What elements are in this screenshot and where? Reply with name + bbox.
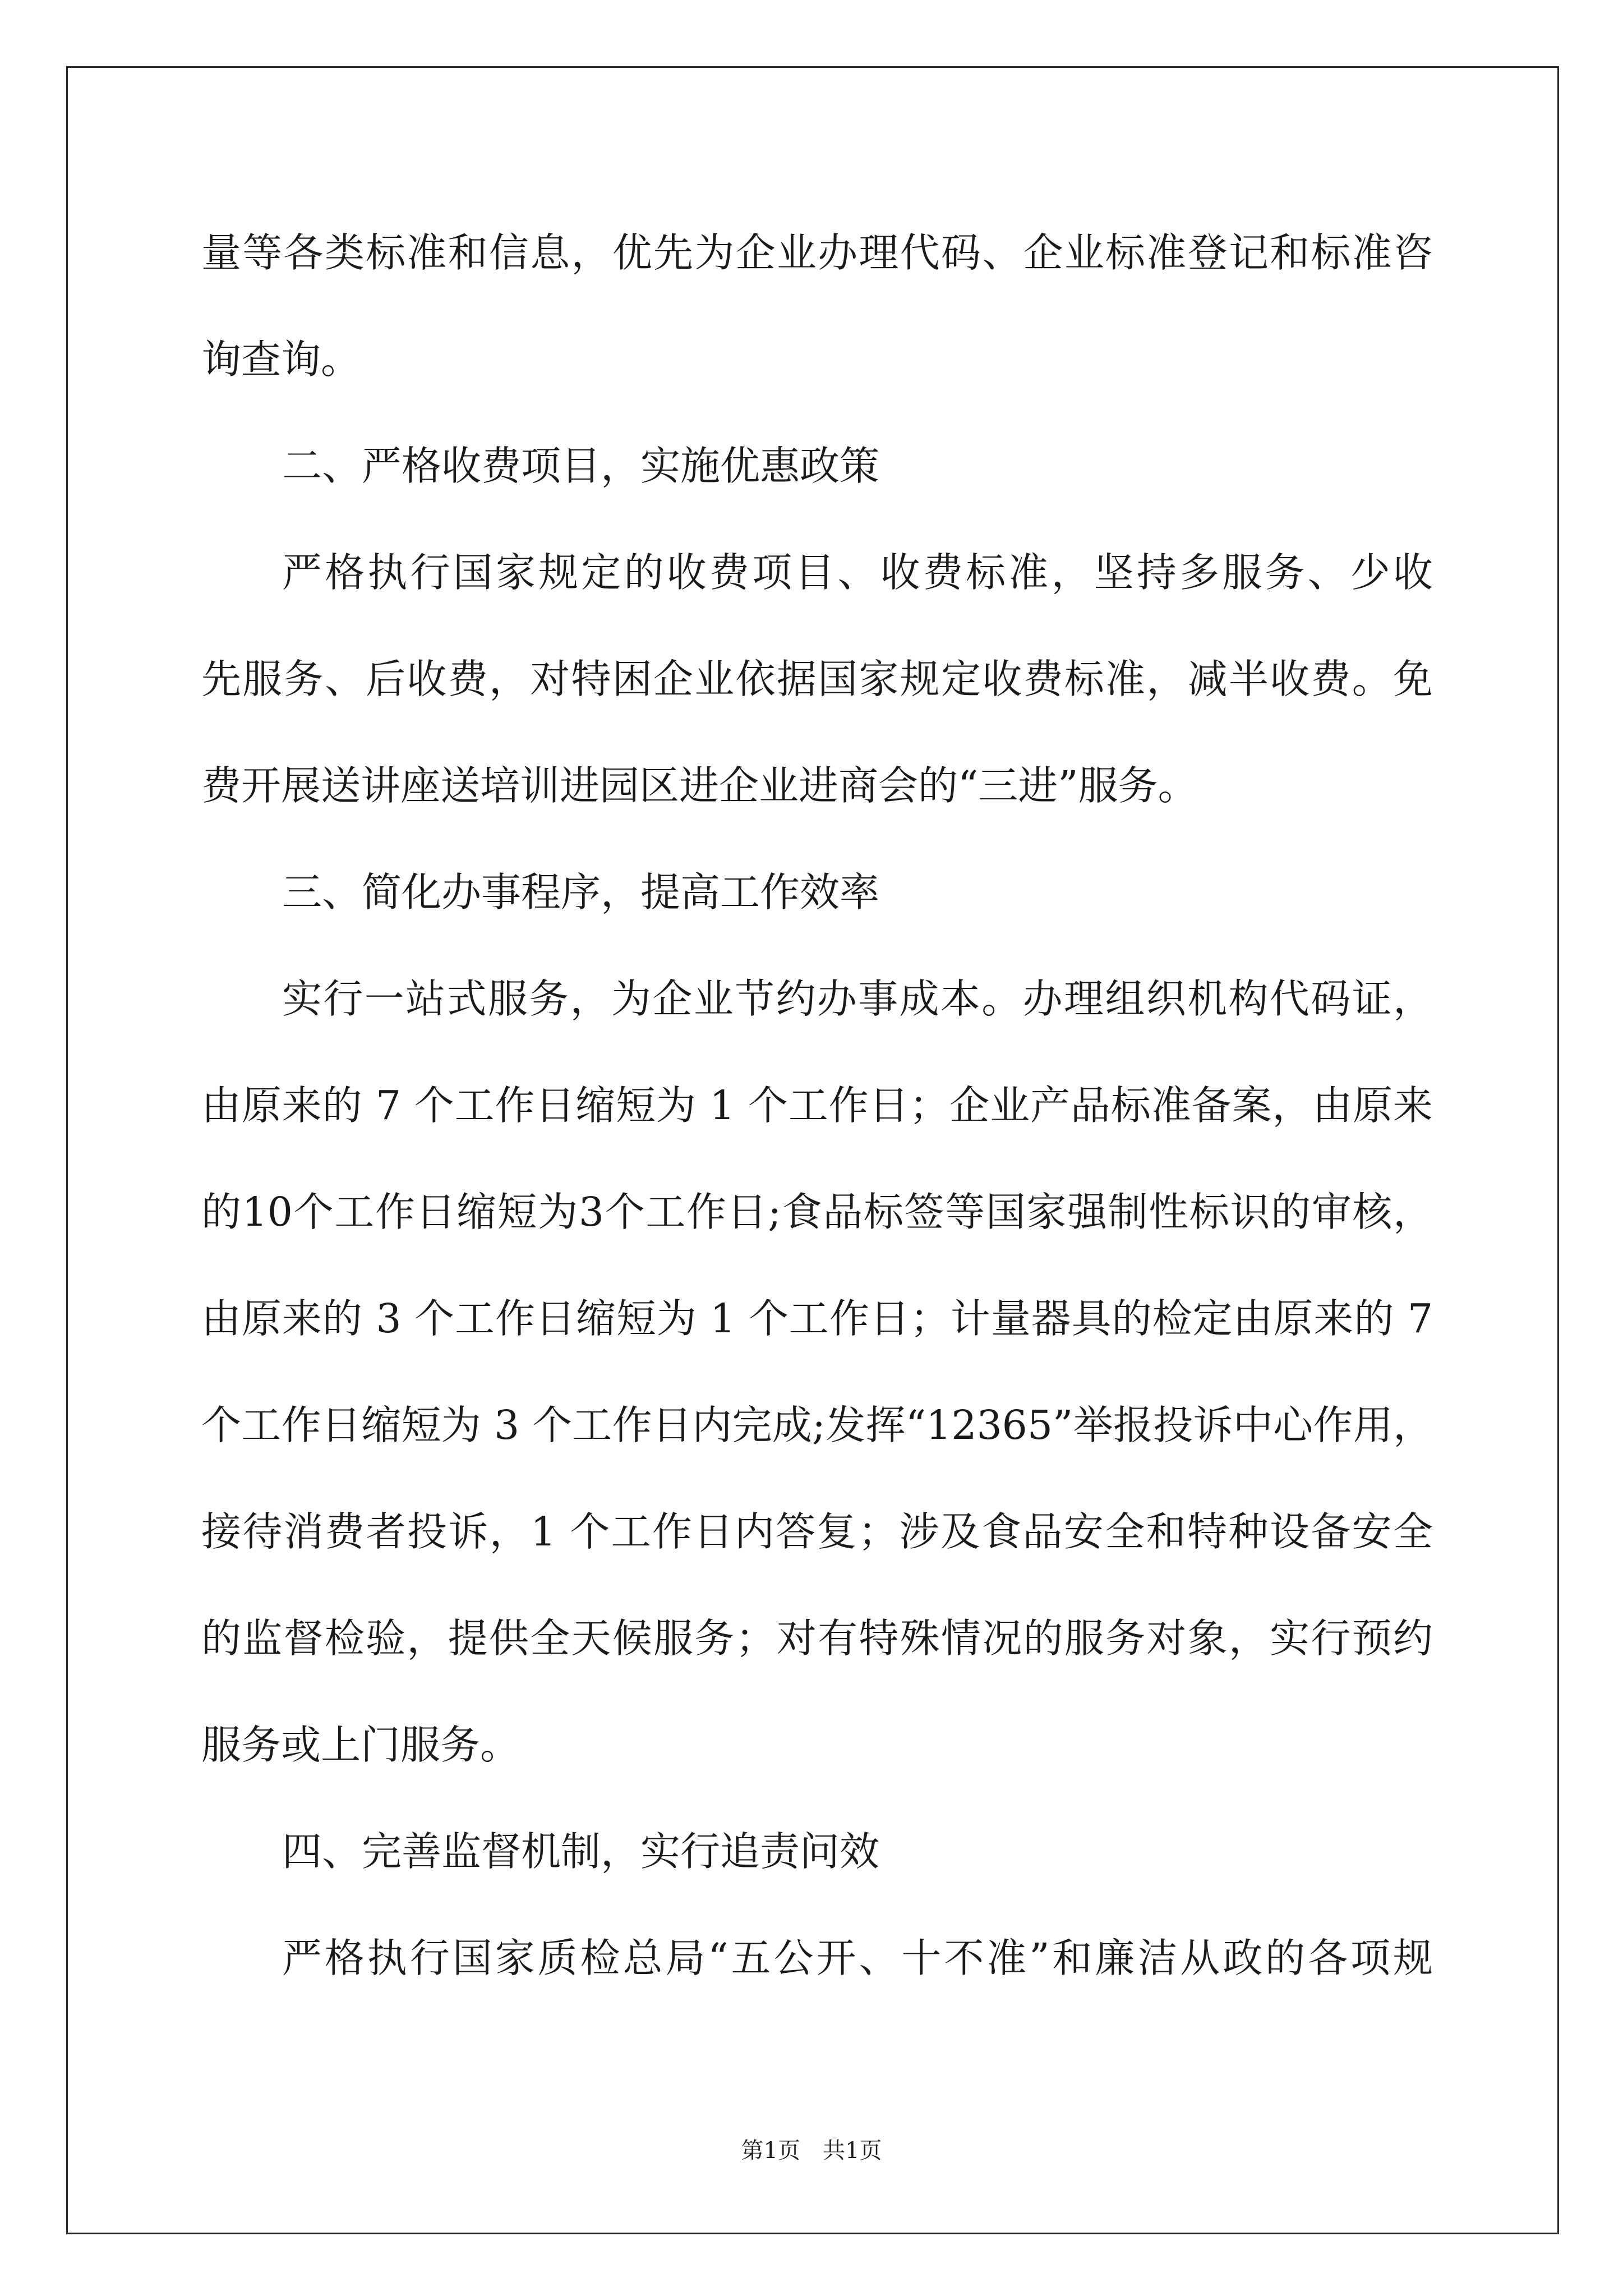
paragraph-line: 询查询。 (201, 336, 361, 383)
paragraph-line: 费开展送讲座送培训进园区进企业进商会的“三进”服务。 (201, 762, 1198, 809)
paragraph-line: 的监督检验，提供全天候服务；对有特殊情况的服务对象，实行预约 (201, 1615, 1433, 1662)
paragraph-line: 实行一站式服务，为企业节约办事成本。办理组织机构代码证， (282, 976, 1433, 1022)
paragraph-line: 个工作日缩短为 3 个工作日内完成;发挥“12365”举报投诉中心作用， (201, 1402, 1433, 1448)
paragraph-line: 由原来的 7 个工作日缩短为 1 个工作日；企业产品标准备案，由原来 (201, 1082, 1433, 1129)
paragraph-line: 量等各类标准和信息，优先为企业办理代码、企业标准登记和标准咨 (201, 229, 1433, 276)
section-heading: 四、完善监督机制，实行追责问效 (282, 1828, 880, 1875)
paragraph-line: 严格执行国家规定的收费项目、收费标准，坚持多服务、少收 (282, 549, 1433, 596)
document-body (201, 200, 1433, 2012)
page-number-footer: 第1页 共1页 (741, 2138, 882, 2164)
paragraph-line: 严格执行国家质检总局“五公开、十不准”和廉洁从政的各项规 (282, 1935, 1433, 1981)
paragraph-line: 服务或上门服务。 (201, 1722, 520, 1768)
paragraph-line: 的10个工作日缩短为3个工作日;食品标签等国家强制性标识的审核， (201, 1189, 1433, 1235)
paragraph-line: 先服务、后收费，对特困企业依据国家规定收费标准，减半收费。免 (201, 656, 1433, 702)
section-heading: 二、严格收费项目，实施优惠政策 (282, 443, 880, 489)
paragraph-line: 接待消费者投诉，1 个工作日内答复；涉及食品安全和特种设备安全 (201, 1508, 1433, 1555)
section-heading: 三、简化办事程序，提高工作效率 (282, 869, 880, 915)
paragraph-line: 由原来的 3 个工作日缩短为 1 个工作日；计量器具的检定由原来的 7 (201, 1295, 1433, 1342)
